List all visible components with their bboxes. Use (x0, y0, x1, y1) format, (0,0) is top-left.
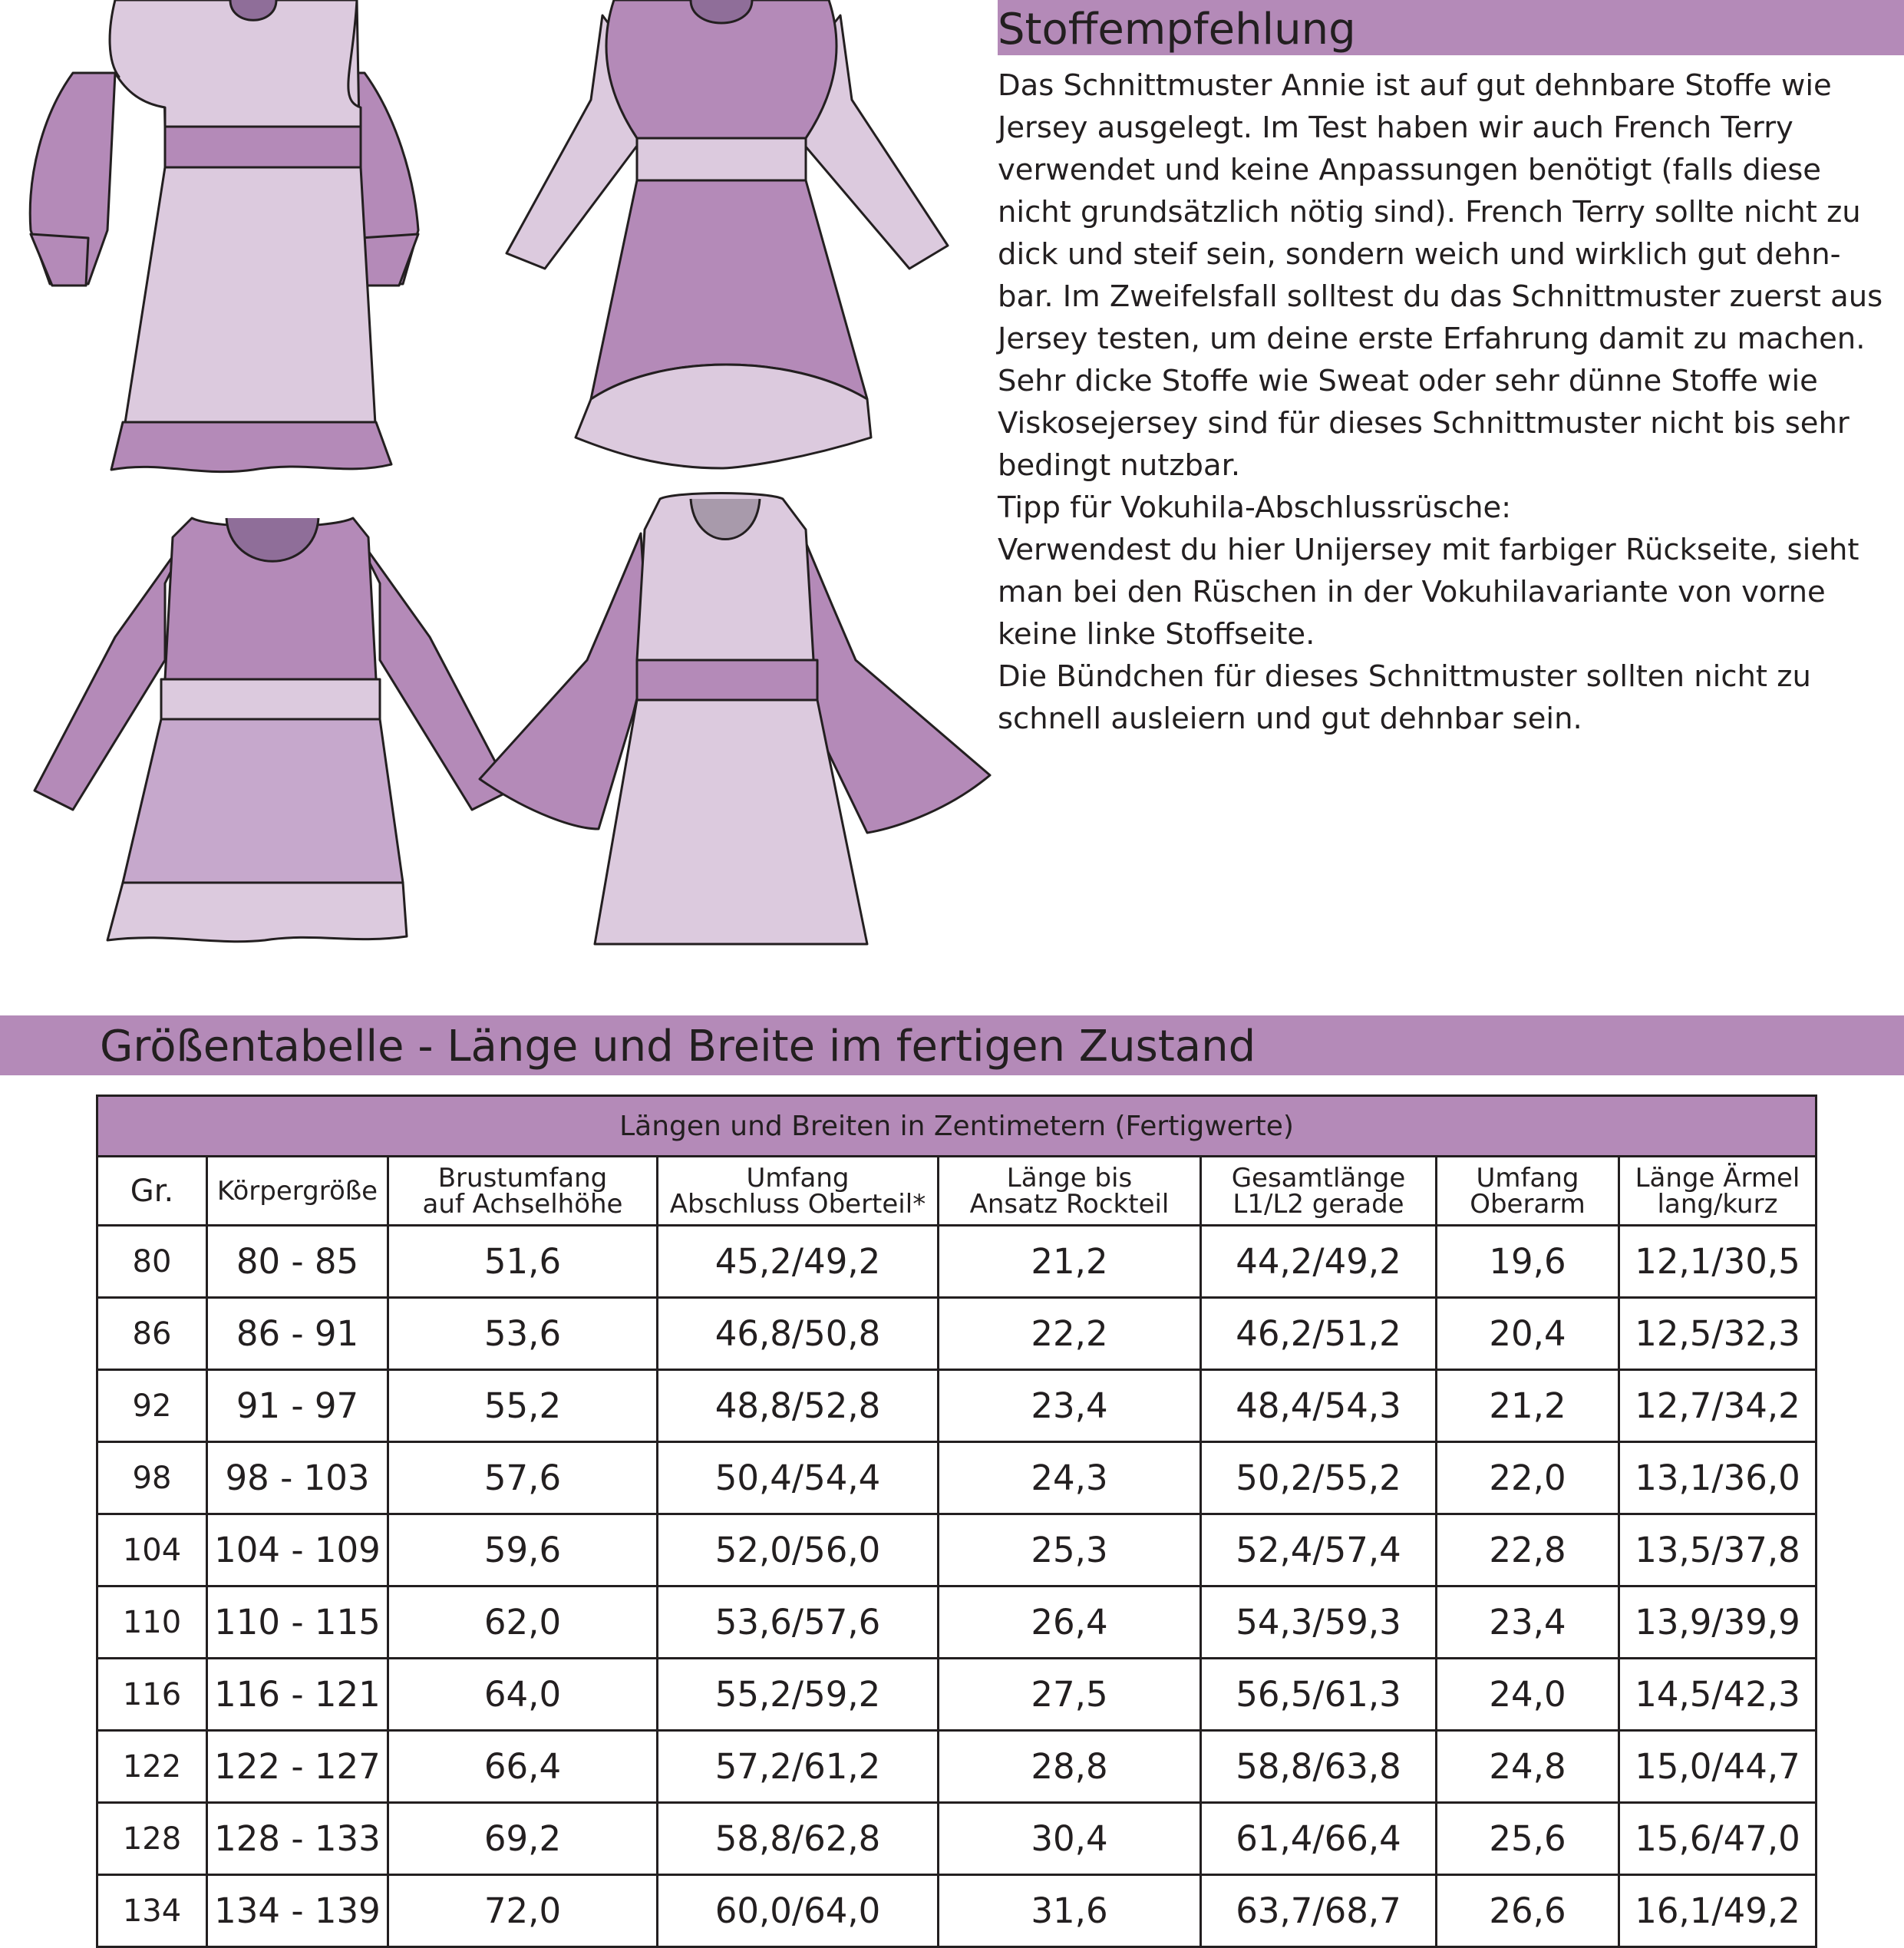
table-cell: 116 - 121 (207, 1659, 388, 1731)
column-header-line: auf Achselhöhe (422, 1188, 623, 1220)
table-cell: 16,1/49,2 (1619, 1875, 1817, 1947)
table-cell: 48,4/54,3 (1201, 1370, 1437, 1442)
column-header (1201, 1157, 1437, 1226)
fabric-line: bar. Im Zweifelsfall solltest du das Schnittmuster zuerst aus (998, 279, 1883, 314)
dress-variant-bell-sleeve (480, 494, 990, 945)
table-cell: 21,2 (939, 1226, 1201, 1298)
table-row (97, 1226, 1817, 1298)
table-cell: 134 (97, 1875, 207, 1947)
table-cell: 110 (97, 1586, 207, 1659)
fabric-line: Tipp für Vokuhila-Abschlussrüsche: (998, 490, 1512, 525)
table-cell: 55,2 (388, 1370, 658, 1442)
table-cell: 12,7/34,2 (1619, 1370, 1817, 1442)
table-cell: 45,2/49,2 (658, 1226, 939, 1298)
table-cell: 61,4/66,4 (1201, 1803, 1437, 1875)
column-header-line: Gr. (130, 1173, 174, 1209)
table-cell: 13,1/36,0 (1619, 1442, 1817, 1514)
table-cell: 52,0/56,0 (658, 1514, 939, 1586)
table-cell: 22,2 (939, 1298, 1201, 1370)
fabric-line: man bei den Rüschen in der Vokuhilavariante von vorne (998, 575, 1826, 609)
table-cell: 98 (97, 1442, 207, 1514)
fabric-line: Viskosejersey sind für dieses Schnittmuster nicht bis sehr (998, 406, 1850, 441)
column-header-line: Umfang (1476, 1162, 1579, 1194)
table-row (97, 1659, 1817, 1731)
column-header-line: Länge bis (1006, 1162, 1133, 1194)
table-cell: 104 - 109 (207, 1514, 388, 1586)
table-cell: 92 (97, 1370, 207, 1442)
table-cell: 44,2/49,2 (1201, 1226, 1437, 1298)
dress-illustrations (0, 0, 998, 975)
table-cell: 15,0/44,7 (1619, 1731, 1817, 1803)
table-row (97, 1514, 1817, 1586)
fabric-line: Die Bündchen für dieses Schnittmuster sollten nicht zu (998, 659, 1811, 694)
dress-variant-balloon-sleeve (30, 0, 418, 472)
table-cell: 57,2/61,2 (658, 1731, 939, 1803)
table-cell: 28,8 (939, 1731, 1201, 1803)
column-header-line: Oberarm (1470, 1188, 1586, 1220)
column-header (658, 1157, 939, 1226)
table-cell: 25,6 (1437, 1803, 1619, 1875)
table-row (97, 1370, 1817, 1442)
size-heading: Größentabelle - Länge und Breite im fertigen Zustand (100, 1022, 1256, 1071)
column-header (97, 1157, 207, 1226)
table-cell: 22,0 (1437, 1442, 1619, 1514)
fabric-line: keine linke Stoffseite. (998, 617, 1315, 652)
table-cell: 50,2/55,2 (1201, 1442, 1437, 1514)
table-cell: 116 (97, 1659, 207, 1731)
table-cell: 62,0 (388, 1586, 658, 1659)
table-cell: 26,4 (939, 1586, 1201, 1659)
table-cell: 80 (97, 1226, 207, 1298)
table-cell: 134 - 139 (207, 1875, 388, 1947)
fabric-text (998, 64, 1899, 740)
table-cell: 59,6 (388, 1514, 658, 1586)
table-cell: 57,6 (388, 1442, 658, 1514)
table-cell: 19,6 (1437, 1226, 1619, 1298)
column-header (939, 1157, 1201, 1226)
column-header-line: lang/kurz (1657, 1188, 1778, 1220)
fabric-line: bedingt nutzbar. (998, 448, 1241, 483)
column-header (207, 1157, 388, 1226)
fabric-line: Sehr dicke Stoffe wie Sweat oder sehr dünne Stoffe wie (998, 364, 1818, 398)
table-cell: 20,4 (1437, 1298, 1619, 1370)
table-cell: 25,3 (939, 1514, 1201, 1586)
table-cell: 66,4 (388, 1731, 658, 1803)
table-cell: 55,2/59,2 (658, 1659, 939, 1731)
table-cell: 122 - 127 (207, 1731, 388, 1803)
table-cell: 98 - 103 (207, 1442, 388, 1514)
dress-variant-high-low (507, 0, 948, 468)
table-cell: 86 (97, 1298, 207, 1370)
table-cell: 24,0 (1437, 1659, 1619, 1731)
table-cell: 56,5/61,3 (1201, 1659, 1437, 1731)
table-cell: 24,3 (939, 1442, 1201, 1514)
table-cell: 86 - 91 (207, 1298, 388, 1370)
table-row (97, 1298, 1817, 1370)
fabric-line: nicht grundsätzlich nötig sind). French Terry sollte nicht zu (998, 195, 1861, 229)
table-cell: 128 - 133 (207, 1803, 388, 1875)
column-header (1437, 1157, 1619, 1226)
column-header-line: Körpergröße (216, 1175, 378, 1207)
column-header-line: Brustumfang (437, 1162, 608, 1194)
table-caption: Längen und Breiten in Zentimetern (Fertigwerte) (97, 1096, 1817, 1157)
table-cell: 12,5/32,3 (1619, 1298, 1817, 1370)
fabric-line: Jersey testen, um deine erste Erfahrung damit zu machen. (998, 322, 1866, 356)
table-cell: 22,8 (1437, 1514, 1619, 1586)
table-cell: 27,5 (939, 1659, 1201, 1731)
table-cell: 13,5/37,8 (1619, 1514, 1817, 1586)
table-cell: 128 (97, 1803, 207, 1875)
size-table (96, 1095, 1817, 1948)
dress-variant-long-sleeve (35, 518, 510, 942)
table-cell: 58,8/62,8 (658, 1803, 939, 1875)
table-cell: 53,6/57,6 (658, 1586, 939, 1659)
table-row (97, 1442, 1817, 1514)
table-cell: 64,0 (388, 1659, 658, 1731)
table-cell: 60,0/64,0 (658, 1875, 939, 1947)
column-header-line: L1/L2 gerade (1232, 1188, 1404, 1220)
table-cell: 104 (97, 1514, 207, 1586)
table-cell: 51,6 (388, 1226, 658, 1298)
table-cell: 31,6 (939, 1875, 1201, 1947)
table-cell: 63,7/68,7 (1201, 1875, 1437, 1947)
fabric-line: Jersey ausgelegt. Im Test haben wir auch French Terry (998, 111, 1793, 145)
table-row (97, 1875, 1817, 1947)
table-cell: 50,4/54,4 (658, 1442, 939, 1514)
table-header-row (97, 1157, 1817, 1226)
fabric-heading: Stoffempfehlung (998, 5, 1356, 54)
column-header-line: Ansatz Rockteil (969, 1188, 1170, 1220)
column-header (388, 1157, 658, 1226)
table-cell: 53,6 (388, 1298, 658, 1370)
table-cell: 122 (97, 1731, 207, 1803)
table-cell: 110 - 115 (207, 1586, 388, 1659)
table-row (97, 1803, 1817, 1875)
table-cell: 24,8 (1437, 1731, 1619, 1803)
table-cell: 15,6/47,0 (1619, 1803, 1817, 1875)
table-cell: 12,1/30,5 (1619, 1226, 1817, 1298)
table-cell: 23,4 (939, 1370, 1201, 1442)
column-header-line: Gesamtlänge (1231, 1162, 1406, 1194)
table-cell: 91 - 97 (207, 1370, 388, 1442)
column-header (1619, 1157, 1817, 1226)
table-cell: 52,4/57,4 (1201, 1514, 1437, 1586)
table-cell: 54,3/59,3 (1201, 1586, 1437, 1659)
fabric-line: schnell ausleiern und gut dehnbar sein. (998, 702, 1582, 736)
table-cell: 21,2 (1437, 1370, 1619, 1442)
fabric-line: dick und steif sein, sondern weich und wirklich gut dehn- (998, 237, 1841, 272)
column-header-line: Abschluss Oberteil* (669, 1188, 926, 1220)
table-cell: 46,8/50,8 (658, 1298, 939, 1370)
table-cell: 58,8/63,8 (1201, 1731, 1437, 1803)
table-cell: 30,4 (939, 1803, 1201, 1875)
table-row (97, 1586, 1817, 1659)
table-row (97, 1731, 1817, 1803)
table-cell: 23,4 (1437, 1586, 1619, 1659)
fabric-line: Verwendest du hier Unijersey mit farbiger Rückseite, sieht (998, 533, 1859, 567)
table-cell: 46,2/51,2 (1201, 1298, 1437, 1370)
column-header-line: Umfang (746, 1162, 850, 1194)
table-cell: 13,9/39,9 (1619, 1586, 1817, 1659)
table-cell: 72,0 (388, 1875, 658, 1947)
column-header-line: Länge Ärmel (1635, 1162, 1800, 1194)
fabric-line: verwendet und keine Anpassungen benötigt (falls diese (998, 153, 1821, 187)
table-cell: 26,6 (1437, 1875, 1619, 1947)
table-cell: 48,8/52,8 (658, 1370, 939, 1442)
table-cell: 69,2 (388, 1803, 658, 1875)
fabric-line: Das Schnittmuster Annie ist auf gut dehnbare Stoffe wie (998, 68, 1832, 103)
table-cell: 14,5/42,3 (1619, 1659, 1817, 1731)
table-cell: 80 - 85 (207, 1226, 388, 1298)
